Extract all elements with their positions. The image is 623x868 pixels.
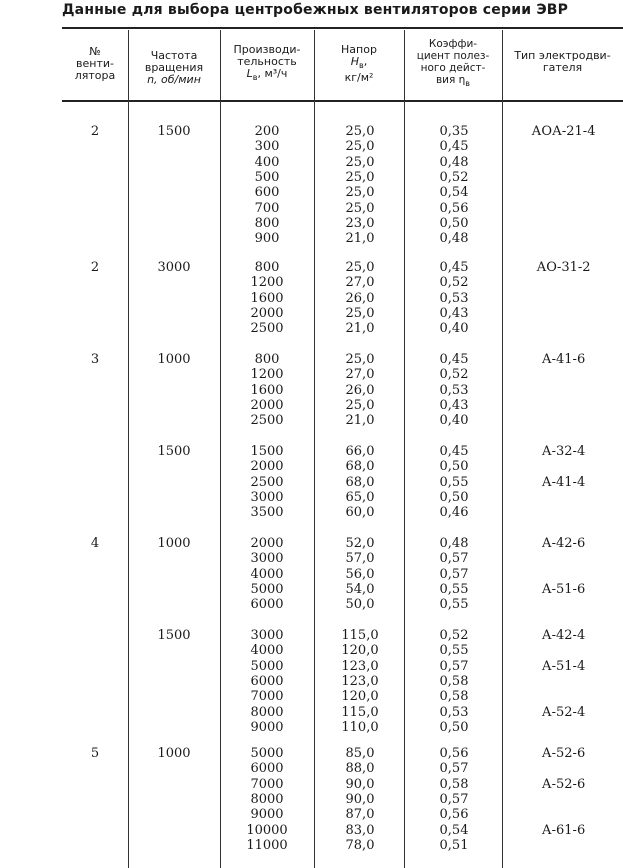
pressure-value: 83,0 bbox=[345, 822, 375, 838]
capacity-value: 2500 bbox=[250, 474, 284, 490]
column-divider bbox=[314, 30, 315, 868]
motor-type: А-52-6 bbox=[541, 776, 586, 792]
efficiency-value: 0,48 bbox=[439, 231, 469, 247]
pressure-value: 23,0 bbox=[345, 215, 375, 231]
capacity-value: 200 bbox=[254, 124, 280, 139]
capacity-value: 3000 bbox=[250, 551, 284, 567]
column-divider bbox=[502, 30, 503, 868]
capacity-value: 8000 bbox=[250, 704, 284, 720]
capacity-value: 6000 bbox=[250, 673, 284, 689]
efficiency-value: 0,53 bbox=[439, 382, 469, 398]
efficiency-value: 0,50 bbox=[439, 719, 469, 735]
fan-number: 2 bbox=[90, 260, 100, 275]
rotation-speed: 1500 bbox=[157, 628, 191, 643]
pressure-value: 25,0 bbox=[345, 154, 375, 170]
pressure-value: 27,0 bbox=[345, 275, 375, 291]
efficiency-value: 0,56 bbox=[439, 200, 469, 216]
pressure-value: 26,0 bbox=[345, 290, 375, 306]
efficiency-value: 0,57 bbox=[439, 791, 469, 807]
header-rotation-speed: Частота вращения n, об/мин bbox=[144, 49, 204, 86]
capacity-value: 3000 bbox=[250, 628, 284, 643]
rotation-speed: 1000 bbox=[157, 536, 191, 551]
capacity-value: 900 bbox=[254, 231, 280, 247]
motor-type: А-41-4 bbox=[541, 474, 586, 490]
efficiency-value: 0,50 bbox=[439, 459, 469, 475]
header-fan-number: № венти- лятора bbox=[74, 45, 116, 82]
pressure-value: 65,0 bbox=[345, 489, 375, 505]
pressure-value: 27,0 bbox=[345, 367, 375, 383]
motor-type: А-51-4 bbox=[541, 658, 586, 674]
motor-type: А-61-6 bbox=[541, 822, 586, 838]
motor-type: АО-31-2 bbox=[536, 260, 591, 275]
efficiency-value: 0,56 bbox=[439, 807, 469, 823]
motor-type: А-42-6 bbox=[541, 536, 586, 551]
efficiency-value: 0,45 bbox=[439, 352, 469, 367]
pressure-value: 110,0 bbox=[341, 719, 379, 735]
efficiency-value: 0,45 bbox=[439, 139, 469, 155]
efficiency-value: 0,57 bbox=[439, 761, 469, 777]
efficiency-value: 0,55 bbox=[439, 581, 469, 597]
capacity-value: 3500 bbox=[250, 505, 284, 521]
capacity-value: 9000 bbox=[250, 719, 284, 735]
fan-number: 3 bbox=[90, 352, 100, 367]
fan-number: 5 bbox=[90, 746, 100, 761]
fan-number: 4 bbox=[90, 536, 100, 551]
capacity-value: 700 bbox=[254, 200, 280, 216]
pressure-value: 52,0 bbox=[345, 536, 375, 551]
efficiency-value: 0,50 bbox=[439, 489, 469, 505]
pressure-value: 60,0 bbox=[345, 505, 375, 521]
pressure-value: 90,0 bbox=[345, 791, 375, 807]
efficiency-value: 0,45 bbox=[439, 444, 469, 459]
efficiency-value: 0,52 bbox=[439, 275, 469, 291]
pressure-value: 90,0 bbox=[345, 776, 375, 792]
capacity-value: 6000 bbox=[250, 597, 284, 613]
pressure-value: 54,0 bbox=[345, 581, 375, 597]
efficiency-value: 0,45 bbox=[439, 260, 469, 275]
efficiency-value: 0,57 bbox=[439, 658, 469, 674]
motor-type: АОА-21-4 bbox=[531, 124, 596, 139]
efficiency-value: 0,40 bbox=[439, 321, 469, 337]
pressure-value: 21,0 bbox=[345, 321, 375, 337]
pressure-value: 25,0 bbox=[345, 200, 375, 216]
efficiency-value: 0,55 bbox=[439, 643, 469, 659]
rotation-speed: 3000 bbox=[157, 260, 191, 275]
efficiency-value: 0,57 bbox=[439, 566, 469, 582]
efficiency-value: 0,50 bbox=[439, 215, 469, 231]
motor-type: А-42-4 bbox=[541, 628, 586, 643]
capacity-value: 600 bbox=[254, 185, 280, 201]
efficiency-value: 0,40 bbox=[439, 413, 469, 429]
capacity-value: 1500 bbox=[250, 444, 284, 459]
header-efficiency: Коэффи- циент полез- ного дейст- вия $\eta_в$ bbox=[416, 38, 490, 89]
rotation-speed: 1500 bbox=[157, 124, 191, 139]
capacity-value: 1200 bbox=[250, 275, 284, 291]
pressure-value: 50,0 bbox=[345, 597, 375, 613]
pressure-value: 85,0 bbox=[345, 746, 375, 761]
efficiency-value: 0,48 bbox=[439, 154, 469, 170]
pressure-value: 87,0 bbox=[345, 807, 375, 823]
efficiency-value: 0,53 bbox=[439, 704, 469, 720]
rotation-speed: 1000 bbox=[157, 352, 191, 367]
capacity-value: 500 bbox=[254, 169, 280, 185]
capacity-value: 800 bbox=[254, 215, 280, 231]
pressure-value: 57,0 bbox=[345, 551, 375, 567]
motor-type: А-51-6 bbox=[541, 581, 586, 597]
capacity-value: 300 bbox=[254, 139, 280, 155]
header-pressure: Напор $H_в$, кг/м² bbox=[341, 43, 377, 85]
capacity-value: 1600 bbox=[250, 382, 284, 398]
motor-type: А-32-4 bbox=[541, 444, 586, 459]
pressure-value: 115,0 bbox=[341, 628, 379, 643]
efficiency-value: 0,58 bbox=[439, 776, 469, 792]
efficiency-value: 0,48 bbox=[439, 536, 469, 551]
pressure-value: 123,0 bbox=[341, 673, 379, 689]
capacity-value: 3000 bbox=[250, 489, 284, 505]
capacity-value: 400 bbox=[254, 154, 280, 170]
capacity-value: 9000 bbox=[250, 807, 284, 823]
efficiency-value: 0,43 bbox=[439, 305, 469, 321]
capacity-value: 5000 bbox=[250, 658, 284, 674]
pressure-value: 78,0 bbox=[345, 837, 375, 853]
pressure-value: 25,0 bbox=[345, 352, 375, 367]
pressure-value: 68,0 bbox=[345, 474, 375, 490]
efficiency-value: 0,57 bbox=[439, 551, 469, 567]
column-divider bbox=[220, 30, 221, 868]
pressure-value: 21,0 bbox=[345, 413, 375, 429]
pressure-value: 68,0 bbox=[345, 459, 375, 475]
capacity-value: 10000 bbox=[246, 822, 288, 838]
table-title: Данные для выбора центробежных вентиляторов серии ЭВР bbox=[62, 2, 569, 18]
pressure-value: 25,0 bbox=[345, 397, 375, 413]
motor-type: А-52-4 bbox=[541, 704, 586, 720]
efficiency-value: 0,58 bbox=[439, 673, 469, 689]
pressure-value: 120,0 bbox=[341, 643, 379, 659]
motor-type: А-52-6 bbox=[541, 746, 586, 761]
capacity-value: 1200 bbox=[250, 367, 284, 383]
pressure-value: 123,0 bbox=[341, 658, 379, 674]
efficiency-value: 0,52 bbox=[439, 367, 469, 383]
capacity-value: 7000 bbox=[250, 689, 284, 705]
efficiency-value: 0,55 bbox=[439, 597, 469, 613]
capacity-value: 2000 bbox=[250, 459, 284, 475]
efficiency-value: 0,54 bbox=[439, 822, 469, 838]
rotation-speed: 1500 bbox=[157, 444, 191, 459]
efficiency-value: 0,56 bbox=[439, 746, 469, 761]
pressure-value: 26,0 bbox=[345, 382, 375, 398]
capacity-value: 2000 bbox=[250, 536, 284, 551]
capacity-value: 2000 bbox=[250, 305, 284, 321]
capacity-value: 6000 bbox=[250, 761, 284, 777]
pressure-value: 25,0 bbox=[345, 169, 375, 185]
pressure-value: 25,0 bbox=[345, 139, 375, 155]
capacity-value: 5000 bbox=[250, 746, 284, 761]
efficiency-value: 0,54 bbox=[439, 185, 469, 201]
pressure-value: 25,0 bbox=[345, 185, 375, 201]
fan-number: 2 bbox=[90, 124, 100, 139]
capacity-value: 2500 bbox=[250, 321, 284, 337]
pressure-value: 25,0 bbox=[345, 305, 375, 321]
efficiency-value: 0,58 bbox=[439, 689, 469, 705]
column-divider bbox=[404, 30, 405, 868]
pressure-value: 25,0 bbox=[345, 260, 375, 275]
pressure-value: 120,0 bbox=[341, 689, 379, 705]
efficiency-value: 0,46 bbox=[439, 505, 469, 521]
efficiency-value: 0,43 bbox=[439, 397, 469, 413]
efficiency-value: 0,52 bbox=[439, 628, 469, 643]
capacity-value: 1600 bbox=[250, 290, 284, 306]
pressure-value: 25,0 bbox=[345, 124, 375, 139]
efficiency-value: 0,53 bbox=[439, 290, 469, 306]
capacity-value: 4000 bbox=[250, 643, 284, 659]
pressure-value: 66,0 bbox=[345, 444, 375, 459]
efficiency-value: 0,52 bbox=[439, 169, 469, 185]
pressure-value: 56,0 bbox=[345, 566, 375, 582]
header-motor-type: Тип электродви- гателя bbox=[514, 49, 611, 74]
capacity-value: 800 bbox=[254, 352, 280, 367]
efficiency-value: 0,35 bbox=[439, 124, 469, 139]
capacity-value: 8000 bbox=[250, 791, 284, 807]
header-top-rule bbox=[62, 27, 623, 29]
efficiency-value: 0,55 bbox=[439, 474, 469, 490]
capacity-value: 4000 bbox=[250, 566, 284, 582]
efficiency-value: 0,51 bbox=[439, 837, 469, 853]
rotation-speed: 1000 bbox=[157, 746, 191, 761]
capacity-value: 7000 bbox=[250, 776, 284, 792]
capacity-value: 2000 bbox=[250, 397, 284, 413]
capacity-value: 11000 bbox=[246, 837, 288, 853]
pressure-value: 88,0 bbox=[345, 761, 375, 777]
motor-type: А-41-6 bbox=[541, 352, 586, 367]
capacity-value: 2500 bbox=[250, 413, 284, 429]
capacity-value: 800 bbox=[254, 260, 280, 275]
pressure-value: 115,0 bbox=[341, 704, 379, 720]
capacity-value: 5000 bbox=[250, 581, 284, 597]
pressure-value: 21,0 bbox=[345, 231, 375, 247]
header-capacity: Производи- тельность $L_в$, м³/ч bbox=[233, 43, 301, 83]
header-bottom-rule bbox=[62, 100, 623, 102]
